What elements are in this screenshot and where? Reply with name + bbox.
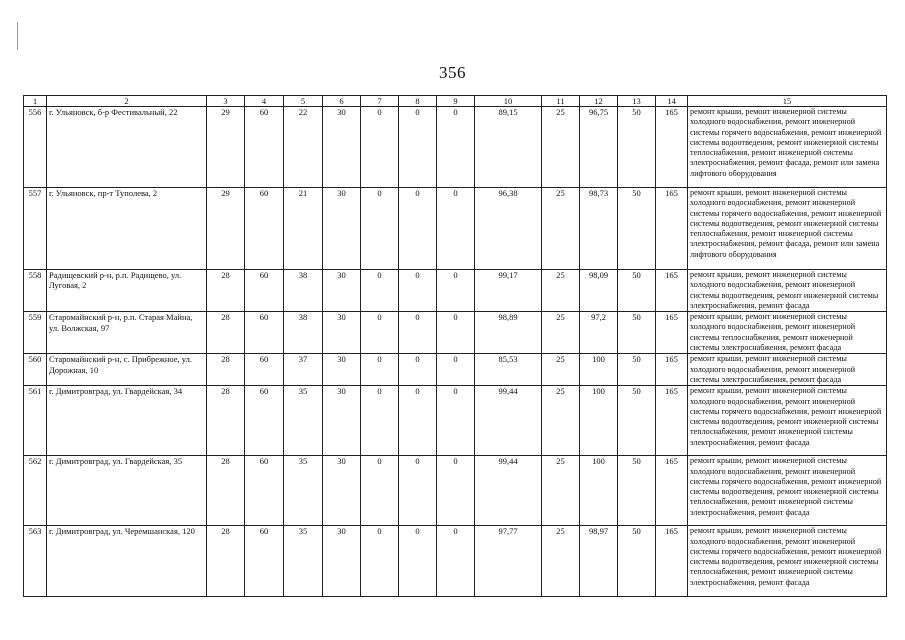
value-cell: 100: [580, 386, 618, 456]
value-cell: 0: [361, 526, 399, 597]
value-cell: 0: [361, 188, 399, 270]
value-cell: 60: [245, 386, 284, 456]
value-cell: 35: [284, 456, 323, 526]
value-cell: 25: [542, 456, 580, 526]
row-number: 562: [24, 456, 47, 526]
value-cell: 98,89: [475, 312, 542, 354]
value-cell: 28: [207, 456, 245, 526]
value-cell: 0: [437, 456, 475, 526]
value-cell: 0: [361, 107, 399, 188]
value-cell: 99,44: [475, 456, 542, 526]
column-header: 13: [618, 96, 656, 107]
value-cell: 60: [245, 354, 284, 386]
header-row: [24, 96, 887, 107]
value-cell: 0: [399, 386, 437, 456]
works-cell: ремонт крыши, ремонт инженерной системы холодного водоснабжения, ремонт инженерной системы теплоснабжения, ремонт инженерной системы электроснабжения, ремонт фасада: [688, 312, 887, 354]
address-cell: г. Ульяновск, б-р Фестивальный, 22: [47, 107, 207, 188]
value-cell: 30: [323, 526, 361, 597]
value-cell: 0: [437, 312, 475, 354]
row-number: 560: [24, 354, 47, 386]
value-cell: 165: [656, 386, 688, 456]
value-cell: 97,77: [475, 526, 542, 597]
value-cell: 85,53: [475, 354, 542, 386]
row-number: 556: [24, 107, 47, 188]
value-cell: 0: [361, 354, 399, 386]
value-cell: 165: [656, 354, 688, 386]
value-cell: 30: [323, 312, 361, 354]
value-cell: 30: [323, 456, 361, 526]
value-cell: 0: [437, 107, 475, 188]
column-header: 14: [656, 96, 688, 107]
row-number: 563: [24, 526, 47, 597]
address-cell: г. Ульяновск, пр-т Туполева, 2: [47, 188, 207, 270]
value-cell: 22: [284, 107, 323, 188]
value-cell: 35: [284, 526, 323, 597]
column-header: 11: [542, 96, 580, 107]
column-header: 12: [580, 96, 618, 107]
value-cell: 30: [323, 354, 361, 386]
value-cell: 0: [399, 188, 437, 270]
value-cell: 21: [284, 188, 323, 270]
table-row: [24, 354, 887, 386]
column-header: 4: [245, 96, 284, 107]
value-cell: 0: [399, 312, 437, 354]
works-cell: ремонт крыши, ремонт инженерной системы холодного водоснабжения, ремонт инженерной системы горячего водоснабжения, ремонт инженерной системы водоотведения, ремонт инженерной системы теплоснабжения, ремонт инженерной системы электроснабжения, ремонт фасада, ремонт или замена лифтового оборудования: [688, 107, 887, 188]
value-cell: 89,15: [475, 107, 542, 188]
value-cell: 165: [656, 188, 688, 270]
table-row: [24, 107, 887, 188]
works-cell: ремонт крыши, ремонт инженерной системы холодного водоснабжения, ремонт инженерной системы горячего водоснабжения, ремонт инженерной системы водоотведения, ремонт инженерной системы теплоснабжения, ремонт инженерной системы электроснабжения, ремонт фасада: [688, 456, 887, 526]
value-cell: 30: [323, 270, 361, 312]
works-cell: ремонт крыши, ремонт инженерной системы холодного водоснабжения, ремонт инженерной системы горячего водоснабжения, ремонт инженерной системы водоотведения, ремонт инженерной системы теплоснабжения, ремонт инженерной системы электроснабжения, ремонт фасада: [688, 526, 887, 597]
address-cell: г. Димитровград, ул. Гвардейская, 35: [47, 456, 207, 526]
value-cell: 165: [656, 270, 688, 312]
repair-register-table: [23, 95, 887, 597]
value-cell: 99,44: [475, 386, 542, 456]
column-header: 6: [323, 96, 361, 107]
value-cell: 98,09: [580, 270, 618, 312]
value-cell: 28: [207, 312, 245, 354]
works-cell: ремонт крыши, ремонт инженерной системы холодного водоснабжения, ремонт инженерной системы горячего водоснабжения, ремонт инженерной системы водоотведения, ремонт инженерной системы теплоснабжения, ремонт инженерной системы электроснабжения, ремонт фасада, ремонт или замена лифтового оборудования: [688, 188, 887, 270]
value-cell: 60: [245, 107, 284, 188]
value-cell: 28: [207, 270, 245, 312]
table-row: [24, 312, 887, 354]
column-header: 7: [361, 96, 399, 107]
row-number: 561: [24, 386, 47, 456]
value-cell: 50: [618, 188, 656, 270]
column-header: 5: [284, 96, 323, 107]
value-cell: 30: [323, 188, 361, 270]
works-cell: ремонт крыши, ремонт инженерной системы холодного водоснабжения, ремонт инженерной системы водоотведения, ремонт инженерной системы электроснабжения, ремонт фасада: [688, 270, 887, 312]
value-cell: 29: [207, 188, 245, 270]
value-cell: 38: [284, 270, 323, 312]
value-cell: 50: [618, 107, 656, 188]
column-header: 8: [399, 96, 437, 107]
address-cell: Старомайнский р-н, р.п. Старая Майна, ул. Волжская, 97: [47, 312, 207, 354]
table-row: [24, 456, 887, 526]
value-cell: 0: [437, 354, 475, 386]
value-cell: 0: [361, 386, 399, 456]
value-cell: 25: [542, 312, 580, 354]
value-cell: 0: [437, 188, 475, 270]
value-cell: 28: [207, 354, 245, 386]
value-cell: 50: [618, 526, 656, 597]
column-header: 2: [47, 96, 207, 107]
value-cell: 25: [542, 188, 580, 270]
value-cell: 0: [361, 270, 399, 312]
address-cell: г. Димитровград, ул. Гвардейская, 34: [47, 386, 207, 456]
value-cell: 50: [618, 354, 656, 386]
value-cell: 0: [399, 354, 437, 386]
value-cell: 25: [542, 354, 580, 386]
value-cell: 100: [580, 456, 618, 526]
column-header: 3: [207, 96, 245, 107]
value-cell: 50: [618, 312, 656, 354]
value-cell: 25: [542, 386, 580, 456]
table-row: [24, 386, 887, 456]
works-cell: ремонт крыши, ремонт инженерной системы холодного водоснабжения, ремонт инженерной системы горячего водоснабжения, ремонт инженерной системы водоотведения, ремонт инженерной системы теплоснабжения, ремонт инженерной системы электроснабжения, ремонт фасада: [688, 386, 887, 456]
value-cell: 50: [618, 386, 656, 456]
value-cell: 60: [245, 456, 284, 526]
value-cell: 60: [245, 526, 284, 597]
value-cell: 60: [245, 312, 284, 354]
value-cell: 28: [207, 526, 245, 597]
value-cell: 0: [361, 312, 399, 354]
address-cell: Старомайнский р-н, с. Прибрежное, ул. Дорожная, 10: [47, 354, 207, 386]
row-number: 559: [24, 312, 47, 354]
address-cell: г. Димитровград, ул. Черемшанская, 120: [47, 526, 207, 597]
table-row: [24, 526, 887, 597]
table-row: [24, 188, 887, 270]
value-cell: 0: [399, 270, 437, 312]
column-header: 1: [24, 96, 47, 107]
value-cell: 29: [207, 107, 245, 188]
value-cell: 0: [399, 107, 437, 188]
value-cell: 0: [399, 456, 437, 526]
column-header: 15: [688, 96, 887, 107]
column-header: 10: [475, 96, 542, 107]
value-cell: 0: [437, 386, 475, 456]
works-cell: ремонт крыши, ремонт инженерной системы холодного водоснабжения, ремонт инженерной системы электроснабжения, ремонт фасада: [688, 354, 887, 386]
value-cell: 25: [542, 270, 580, 312]
value-cell: 98,73: [580, 188, 618, 270]
scan-edge-mark: [17, 22, 18, 50]
value-cell: 0: [437, 526, 475, 597]
value-cell: 100: [580, 354, 618, 386]
value-cell: 60: [245, 188, 284, 270]
value-cell: 97,2: [580, 312, 618, 354]
value-cell: 98,97: [580, 526, 618, 597]
value-cell: 25: [542, 526, 580, 597]
value-cell: 0: [361, 456, 399, 526]
value-cell: 37: [284, 354, 323, 386]
value-cell: 96,75: [580, 107, 618, 188]
value-cell: 165: [656, 312, 688, 354]
value-cell: 165: [656, 107, 688, 188]
value-cell: 38: [284, 312, 323, 354]
row-number: 557: [24, 188, 47, 270]
row-number: 558: [24, 270, 47, 312]
table-row: [24, 270, 887, 312]
value-cell: 0: [399, 526, 437, 597]
value-cell: 50: [618, 270, 656, 312]
page-number: 356: [439, 63, 466, 82]
value-cell: 50: [618, 456, 656, 526]
value-cell: 30: [323, 107, 361, 188]
value-cell: 60: [245, 270, 284, 312]
value-cell: 165: [656, 526, 688, 597]
address-cell: Радищевский р-н, р.п. Радищево, ул. Луговая, 2: [47, 270, 207, 312]
value-cell: 96,38: [475, 188, 542, 270]
column-header: 9: [437, 96, 475, 107]
value-cell: 99,17: [475, 270, 542, 312]
value-cell: 30: [323, 386, 361, 456]
value-cell: 25: [542, 107, 580, 188]
value-cell: 28: [207, 386, 245, 456]
value-cell: 0: [437, 270, 475, 312]
value-cell: 35: [284, 386, 323, 456]
value-cell: 165: [656, 456, 688, 526]
